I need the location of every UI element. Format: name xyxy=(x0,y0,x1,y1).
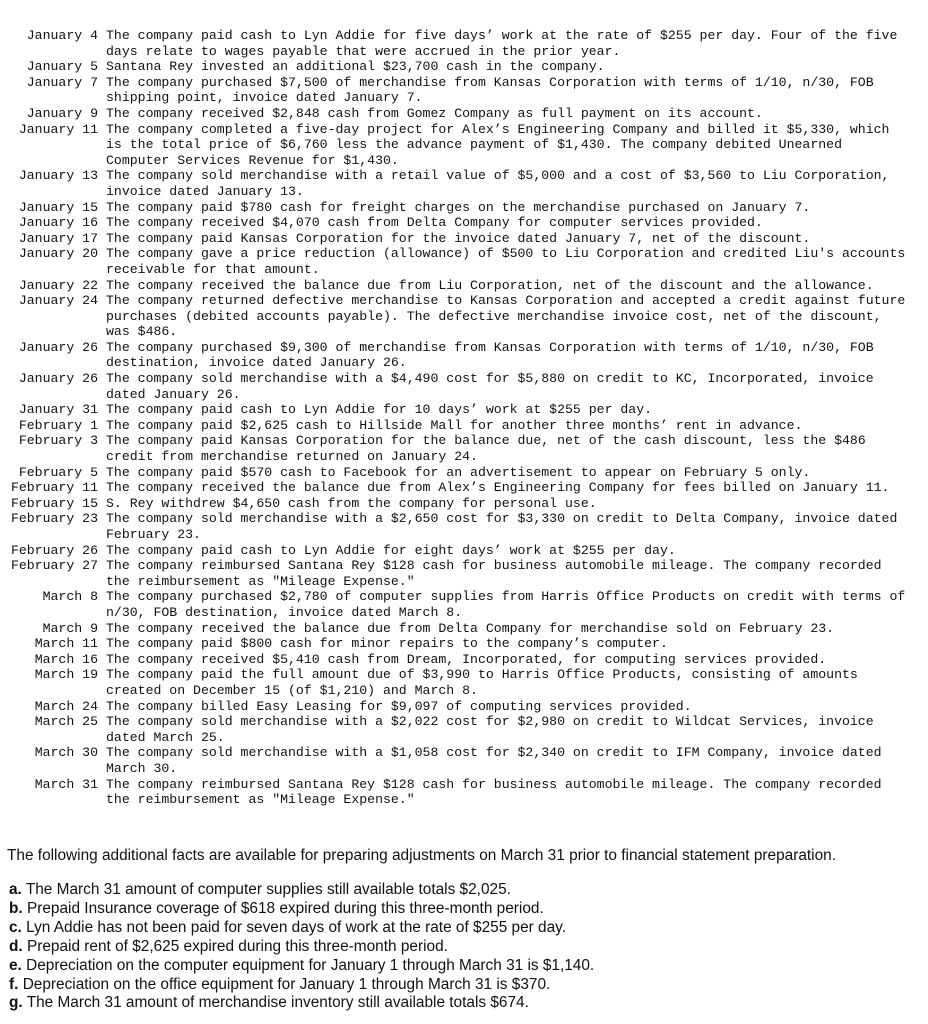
adjustment-text: Lyn Addie has not been paid for seven days of work at the rate of $255 per day. xyxy=(26,918,567,936)
transaction-row xyxy=(6,231,922,247)
transaction-date: January 20 xyxy=(18,246,98,262)
transaction-description: The company purchased $9,300 of merchandise from Kansas Corporation with terms of 1/10, n/30, FOB destination, invoice dated January 26. xyxy=(106,339,874,371)
transaction-row xyxy=(6,636,922,652)
transaction-date: January 9 xyxy=(26,105,98,121)
transaction-row xyxy=(6,558,922,589)
transaction-row xyxy=(6,215,922,231)
adjustment-text: The March 31 amount of merchandise inventory still available totals $674. xyxy=(26,994,529,1012)
transaction-date: January 26 xyxy=(18,339,98,355)
transaction-description: S. Rey withdrew $4,650 cash from the company for personal use. xyxy=(106,495,597,511)
adjustment-text: Depreciation on the computer equipment for January 1 through March 31 is $1,140. xyxy=(26,956,595,974)
transaction-description: The company sold merchandise with a $2,022 cost for $2,980 on credit to Wildcat Services, invoice dated March 25. xyxy=(106,714,874,745)
transaction-description: The company purchased $7,500 of merchandise from Kansas Corporation with terms of 1/10, n/30, FOB shipping point, invoice dated January 7. xyxy=(106,74,874,106)
transaction-date: February 23 xyxy=(10,511,98,527)
transaction-description: The company paid cash to Lyn Addie for eight days’ work at $255 per day. xyxy=(106,542,676,558)
transaction-row xyxy=(6,122,922,169)
transaction-row xyxy=(6,699,922,715)
adjustment-item xyxy=(9,976,919,995)
transaction-row xyxy=(6,511,922,542)
adjustment-item xyxy=(9,957,919,976)
transaction-row xyxy=(6,714,922,745)
transaction-date: February 26 xyxy=(10,542,98,558)
transaction-description: The company returned defective merchandise to Kansas Corporation and accepted a credit against future purchases (debited accounts payable). The defective merchandise invoice cost, net of the discount, was $486. xyxy=(106,293,906,340)
transaction-row xyxy=(6,777,922,808)
transaction-description: The company received $4,070 cash from Delta Company for computer services provided. xyxy=(106,215,763,231)
transaction-row xyxy=(6,200,922,216)
transaction-description: The company paid $2,625 cash to Hillside Mall for another three months’ rent in advance. xyxy=(106,417,803,433)
transaction-date: March 16 xyxy=(34,651,98,667)
adjustment-item xyxy=(9,938,919,957)
transaction-date: January 31 xyxy=(18,402,98,418)
transaction-date: January 15 xyxy=(18,199,98,215)
transaction-row xyxy=(6,402,922,418)
transaction-row xyxy=(6,621,922,637)
transaction-row xyxy=(6,418,922,434)
transaction-description: The company sold merchandise with a $2,650 cost for $3,330 on credit to Delta Company, invoice dated February 23. xyxy=(106,511,898,542)
transaction-date: March 25 xyxy=(34,714,98,730)
transaction-row xyxy=(6,480,922,496)
transaction-date: January 13 xyxy=(18,168,98,184)
transaction-row xyxy=(6,340,922,371)
transactions-table xyxy=(6,28,922,808)
adjustment-letter: d. xyxy=(9,937,23,955)
transaction-description: The company paid cash to Lyn Addie for 10 days’ work at $255 per day. xyxy=(106,402,653,418)
transaction-description: The company received the balance due from Delta Company for merchandise sold on February 23. xyxy=(106,620,835,636)
transaction-row xyxy=(6,652,922,668)
adjustment-letter: g. xyxy=(9,994,23,1012)
transaction-date: March 24 xyxy=(34,698,98,714)
transaction-date: March 11 xyxy=(34,636,98,652)
adjustment-text: Prepaid Insurance coverage of $618 expired during this three-month period. xyxy=(26,899,544,917)
transaction-date: February 3 xyxy=(18,433,98,449)
transaction-date: February 11 xyxy=(10,480,98,496)
transaction-description: The company paid $800 cash for minor repairs to the company’s computer. xyxy=(106,636,668,652)
adjustment-letter: e. xyxy=(9,956,22,974)
transactions-body xyxy=(6,28,922,808)
transaction-date: January 11 xyxy=(18,121,98,137)
transaction-description: The company billed Easy Leasing for $9,097 of computing services provided. xyxy=(106,698,692,714)
transaction-description: The company received the balance due from Liu Corporation, net of the discount and the allowance. xyxy=(106,277,874,293)
adjustments-list xyxy=(9,881,919,1013)
transaction-date: January 22 xyxy=(18,277,98,293)
transaction-row xyxy=(6,745,922,776)
transaction-row xyxy=(6,371,922,402)
transaction-description: Santana Rey invested an additional $23,700 cash in the company. xyxy=(106,59,605,75)
transaction-row xyxy=(6,465,922,481)
transaction-row xyxy=(6,59,922,75)
transaction-date: January 5 xyxy=(26,59,98,75)
transaction-row xyxy=(6,496,922,512)
transaction-date: March 9 xyxy=(42,620,98,636)
transaction-description: The company received $2,848 cash from Gomez Company as full payment on its account. xyxy=(106,105,763,121)
transaction-date: February 15 xyxy=(10,495,98,511)
transaction-description: The company received $5,410 cash from Dream, Incorporated, for computing services provided. xyxy=(106,651,827,667)
transaction-date: March 8 xyxy=(42,589,98,605)
transaction-date: January 26 xyxy=(18,371,98,387)
adjustment-text: The March 31 amount of computer supplies still available totals $2,025. xyxy=(25,881,511,898)
transaction-description: The company reimbursed Santana Rey $128 cash for business automobile mileage. The company recorded the reimbursement as "Mileage Expense." xyxy=(106,776,882,808)
transaction-row xyxy=(6,589,922,620)
transaction-date: March 31 xyxy=(34,776,98,792)
transaction-date: January 4 xyxy=(26,28,98,43)
transaction-description: The company paid Kansas Corporation for the invoice dated January 7, net of the discount. xyxy=(106,230,811,246)
adjustment-letter: a. xyxy=(9,881,22,898)
transaction-description: The company gave a price reduction (allowance) of $500 to Liu Corporation and credited Liu's accounts receivable for that amount. xyxy=(106,246,906,277)
transaction-row xyxy=(6,106,922,122)
adjustment-letter: b. xyxy=(9,899,23,917)
transaction-row xyxy=(6,667,922,698)
transaction-date: February 1 xyxy=(18,417,98,433)
adjustment-item xyxy=(9,900,919,919)
adjustment-item xyxy=(9,994,919,1013)
transaction-date: March 30 xyxy=(34,745,98,761)
transaction-description: The company received the balance due from Alex’s Engineering Company for fees billed on January 11. xyxy=(106,480,890,496)
transaction-date: January 7 xyxy=(26,74,98,90)
transaction-description: The company purchased $2,780 of computer supplies from Harris Office Products on credit with terms of n/30, FOB destination, invoice dated March 8. xyxy=(106,589,906,620)
transaction-date: January 17 xyxy=(18,230,98,246)
transaction-description: The company paid $780 cash for freight charges on the merchandise purchased on January 7. xyxy=(106,199,811,215)
transaction-date: February 5 xyxy=(18,464,98,480)
transaction-row xyxy=(6,293,922,340)
transaction-description: The company reimbursed Santana Rey $128 cash for business automobile mileage. The company recorded the reimbursement as "Mileage Expense." xyxy=(106,558,882,589)
transaction-row xyxy=(6,75,922,106)
adjustments-intro: The following additional facts are available for preparing adjustments on March 31 prior to financial statement preparation. xyxy=(7,847,836,864)
transaction-row xyxy=(6,433,922,464)
adjustment-letter: c. xyxy=(9,918,22,936)
transaction-date: January 24 xyxy=(18,293,98,309)
transaction-date: March 19 xyxy=(34,667,98,683)
transaction-date: February 27 xyxy=(10,558,98,574)
transaction-description: The company sold merchandise with a retail value of $5,000 and a cost of $3,560 to Liu Corporation, invoice dated January 13. xyxy=(106,168,890,199)
transaction-row xyxy=(6,543,922,559)
transaction-description: The company paid cash to Lyn Addie for five days’ work at the rate of $255 per day. Four of the five days relate to wages payable that were accrued in the prior year. xyxy=(106,28,898,59)
adjustment-item xyxy=(9,919,919,938)
adjustment-text: Depreciation on the office equipment for January 1 through March 31 is $370. xyxy=(22,975,551,993)
transaction-description: The company completed a five-day project for Alex’s Engineering Company and billed it $5,330, which is the total price of $6,760 less the advance payment of $1,430. The company debited Unearned Computer Services Revenue for $1,430. xyxy=(106,121,890,168)
transaction-date: January 16 xyxy=(18,215,98,231)
transaction-description: The company paid the full amount due of $3,990 to Harris Office Products, consisting of amounts created on December 15 (of $1,210) and March 8. xyxy=(106,667,858,698)
transaction-description: The company paid $570 cash to Facebook for an advertisement to appear on February 5 only. xyxy=(106,464,811,480)
transaction-row xyxy=(6,28,922,59)
transaction-row xyxy=(6,246,922,277)
transaction-description: The company sold merchandise with a $1,058 cost for $2,340 on credit to IFM Company, invoice dated March 30. xyxy=(106,745,882,776)
transaction-row xyxy=(6,278,922,294)
adjustment-item xyxy=(9,881,919,900)
transaction-row xyxy=(6,168,922,199)
transaction-description: The company paid Kansas Corporation for the balance due, net of the cash discount, less the $486 credit from merchandise returned on January 24. xyxy=(106,433,866,465)
adjustment-letter: f. xyxy=(9,975,19,993)
adjustment-text: Prepaid rent of $2,625 expired during this three-month period. xyxy=(26,937,448,955)
transaction-description: The company sold merchandise with a $4,490 cost for $5,880 on credit to KC, Incorporated, invoice dated January 26. xyxy=(106,371,874,402)
